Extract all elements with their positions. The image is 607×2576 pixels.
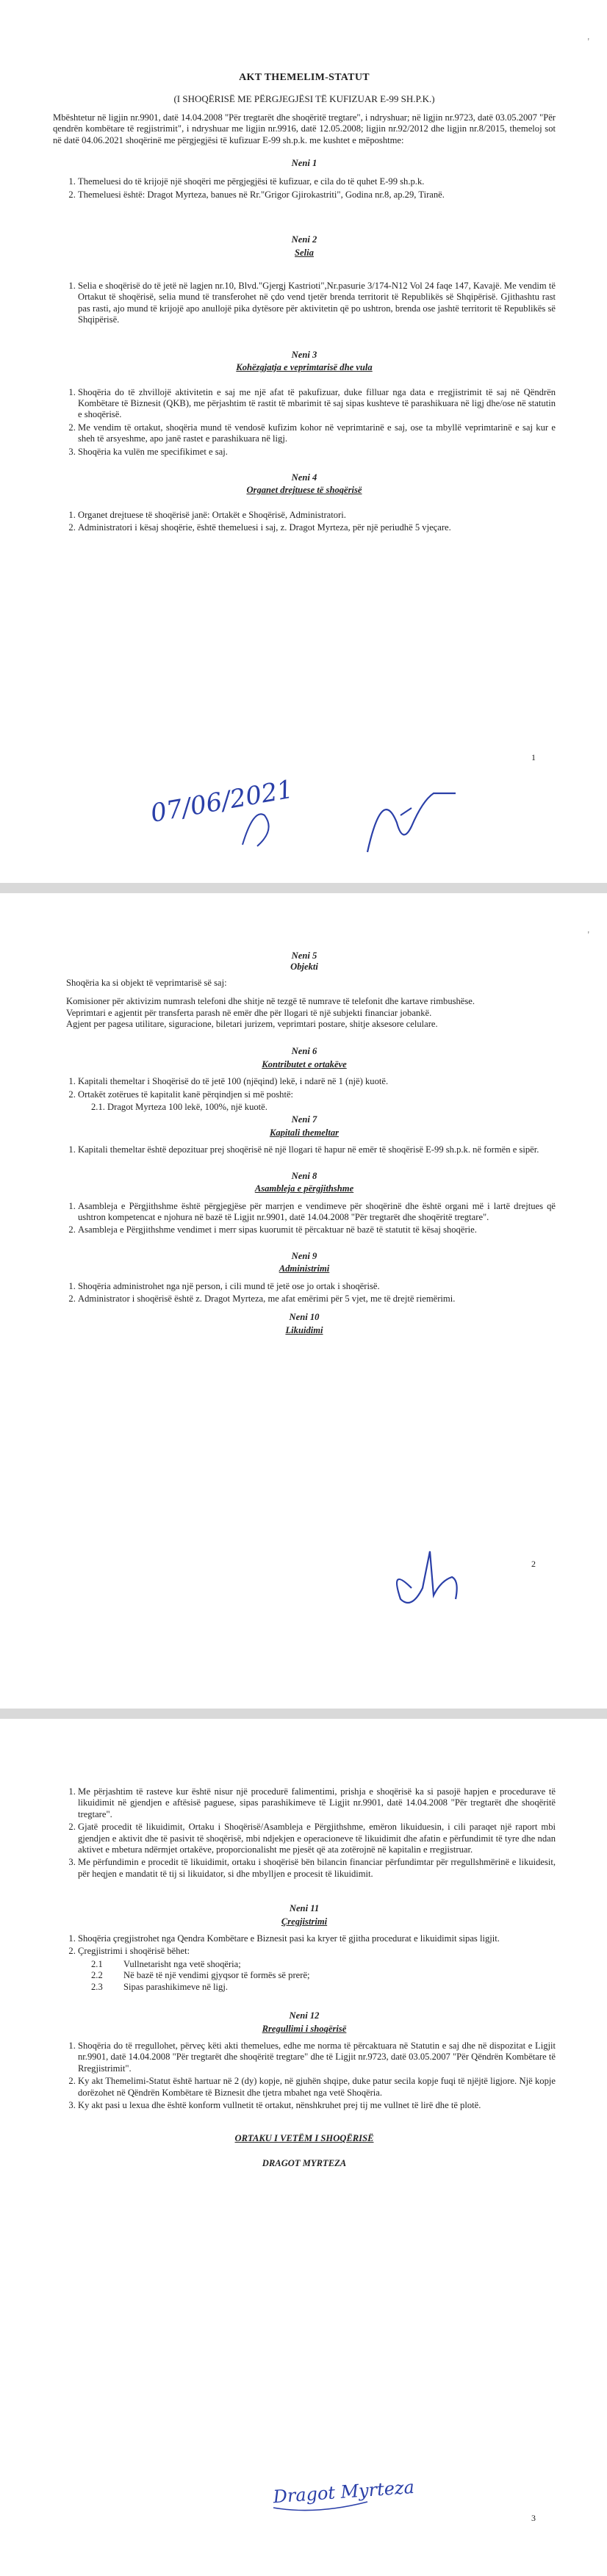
page-1 [0, 0, 607, 883]
neni-11-sublist [53, 1959, 556, 1993]
object-line: Agjent per pagesa utilitare, siguracione, biletari jurizem, veprimtari postare, shitje aksesore celulare. [66, 1019, 438, 1030]
corner-mark: ' [587, 37, 589, 48]
neni-8-heading: Neni 8 [291, 1170, 317, 1181]
neni-6-list [53, 1076, 556, 1100]
neni-6-subheading: Kontributet e ortakëve [262, 1058, 347, 1069]
list-item: 1. Shoqëria do të rregullohet, përveç këti akti themelues, edhe me norma të përcaktuara në Statutin e saj dhe në dispozitat e Ligjit nr.9901, datë 14.04.2008 "Për tregtarët dhe shoqëritë tregtare" dhe të Ligjit nr.9723, datë 03.05.2007 "Për Qëndrën Kombëtare të Rregjistrimit". [78, 2041, 556, 2074]
neni-1-heading: Neni 1 [291, 158, 317, 169]
list-item: 1. Me përjashtim të rasteve kur është nisur një procedurë falimentimi, prishja e shoqërisë ka si pasojë hapjen e procedurave të likuidimit në gjendjen e aftësisë paguese, sipas parashikimeve të Ligjit nr.9901, datë 14.04.2008 "Për tregtarët dhe shoqëritë tregtare". [78, 1786, 556, 1820]
list-item: 2. Ortakët zotërues të kapitalit kanë përqindjen si më poshtë: [78, 1089, 556, 1100]
list-item: 1. Selia e shoqërisë do të jetë në lagjen nr.10, Blvd."Gjergj Kastrioti",Nr.pasurie 3/174-N12 Vol 24 faqe 147, Kavajë. Me vendim të Ortakut të shoqërisë, selia mund të transferohet në çdo vend tjetër brenda territorit të Republikës së Shqipërisë. Gjithashtu rast pas rasti, ajo mund të krijojë apo anullojë pika dytësore për aktivitetin që po ushtron, brenda ose jashtë territorit të Republikës së Shqipërisë. [78, 281, 556, 326]
sub-list-item: 2.3 Sipas parashikimeve në ligj. [91, 1981, 228, 1992]
neni-7-list [53, 1144, 556, 1155]
neni-10-subheading: Likuidimi [285, 1324, 323, 1335]
neni-10-heading: Neni 10 [289, 1312, 320, 1323]
signature-block [53, 2133, 556, 2169]
neni-12-list [53, 2041, 556, 2111]
object-line: Veprimtari e agjentit për transferta parash në emër dhe për llogari të një subjekti financiar jobankë. [66, 1007, 432, 1018]
neni-11-subheading: Çregjistrimi [281, 1916, 328, 1927]
neni-4-heading: Neni 4 [291, 472, 317, 483]
neni-3-heading: Neni 3 [291, 349, 317, 360]
object-line: Komisioner për aktivizim numrash telefoni dhe shitje në tezgë të numrave të telefonit dhe kartave rimbushëse. [66, 996, 475, 1007]
page-3-content [53, 1786, 556, 2169]
neni-7-heading: Neni 7 [291, 1114, 317, 1125]
list-item: 2. Gjatë procedit të likuidimit, Ortaku i Shoqërisë/Asambleja e Përgjithshme, emëron likuiduesin, i cili paraqet një raport mbi gjendjen e aktivit dhe të pasivit të shoqërisë, mbi ndjekjen e operacioneve të likuidimit dhe afatin e përfundimit të tyre dhe ndan aktivet e mbetura ndërmjet ortakëve, proporcionalisht me pjesët që ata zotërojnë në kapitalin e rregjistruar. [78, 1822, 556, 1855]
neni-7-subheading: Kapitali themeltar [269, 1127, 340, 1138]
list-item: 3. Ky akt pasi u lexua dhe është konform vullnetit të ortakut, nënshkruhet prej tij me vullnet të lirë dhe të plotë. [78, 2100, 556, 2111]
page-2 [0, 893, 607, 1709]
corner-mark: ' [587, 930, 589, 941]
neni-2-heading: Neni 2 [291, 234, 317, 245]
list-item: 2. Themeluesi është: Dragot Myrteza, banues në Rr."Grigor Gjirokastriti", Godina nr.8, ap.29, Tiranë. [78, 190, 556, 201]
neni-9-heading: Neni 9 [291, 1250, 317, 1261]
page-1-content [53, 72, 556, 541]
list-item: 2. Çregjistrimi i shoqërisë bëhet: [78, 1946, 556, 1957]
neni-6-heading: Neni 6 [291, 1046, 317, 1057]
sub-list-item: 2.2 Në bazë të një vendimi gjyqsor të formës së prerë; [91, 1970, 310, 1981]
list-item: 2. Me vendim të ortakut, shoqëria mund të vendosë kufizim kohor në veprimtarinë e saj, ose ta mbyllë veprimtarinë e saj kur e sheh të arsyeshme, apo janë rastet e parashikuara në ligj. [78, 422, 556, 445]
signature-title: ORTAKU I VETËM I SHOQËRISË [234, 2133, 374, 2144]
document-subtitle: (I SHOQËRISË ME PËRGJEGJËSI TË KUFIZUAR E-99 SH.P.K.) [173, 93, 435, 105]
list-item: 2. Asambleja e Përgjithshme vendimet i merr sipas kuorumit të përcaktuar në bazë të statutit të kësaj shoqërie. [78, 1224, 556, 1235]
page-number: 3 [531, 2513, 536, 2523]
handwritten-signature: Dragot Myrteza [272, 2476, 415, 2508]
neni-11-list [53, 1933, 556, 1958]
neni-3-subheading: Kohëzgjatja e veprimtarisë dhe vula [236, 362, 373, 373]
list-item: 3. Shoqëria ka vulën me specifikimet e saj. [78, 447, 556, 458]
neni-2-subheading: Selia [295, 247, 314, 258]
neni-2-list [53, 281, 556, 326]
neni-4-subheading: Organet drejtuese të shoqërisë [246, 485, 362, 496]
sub-list-item: 2.1 Vullnetarisht nga vetë shoqëria; [91, 1958, 241, 1969]
signature-scribble [367, 793, 456, 852]
neni-5-heading: Neni 5 [291, 950, 317, 961]
neni-1-list [53, 176, 556, 201]
date-underline-stroke [243, 814, 269, 846]
list-item: 1. Asambleja e Përgjithshme është përgjegjëse për marrjen e vendimeve për shoqërinë dhe është organi më i lartë drejtues që ushtron kompetencat e njohura në bazë të Ligjit nr.9901, datë 14.04.2008 "Për tregtarët dhe shoqëritë tregtare". [78, 1201, 556, 1224]
handwritten-signature-area [0, 2469, 607, 2528]
neni-9-list [53, 1281, 556, 1305]
list-item: 1. Themeluesi do të krijojë një shoqëri me përgjegjësi të kufizuar, e cila do të quhet E-99 sh.p.k. [78, 176, 556, 187]
list-item: 1. Shoqëria administrohet nga një person, i cili mund të jetë ose jo ortak i shoqërisë. [78, 1281, 556, 1292]
neni-9-subheading: Administrimi [279, 1263, 330, 1274]
handwriting-area [0, 764, 607, 883]
list-item: 1. Shoqëria do të zhvillojë aktivitetin e saj me një afat të pakufizuar, duke filluar nga data e rregjistrimit të saj në Qëndrën Kombëtare të Biznesit (QKB), me përjashtim të rastit të mbarimit të saj sipas kushteve të parashikuara në ligj dhe/ose në statutin e shoqërisë. [78, 387, 556, 421]
page-2-content [53, 950, 556, 1342]
intro-paragraph: Mbështetur në ligjin nr.9901, datë 14.04.2008 "Për tregtarët dhe shoqëritë tregtare", i ndryshuar; në ligjin nr.9723, datë 03.05.2007 "Për qendrën kombëtare të regjistrimit", i ndryshuar me ligjin nr.9916, datë 12.05.2008; ligjin nr.92/2012 dhe ligjin nr.8/2015, themeloj sot në datë 04.06.2021 shoqërinë me përgjegjësi të kufizuar E-99 sh.p.k. me kushtet e mëposhtme: [53, 112, 556, 145]
neni-4-list [53, 510, 556, 534]
signature-scribble [397, 1551, 457, 1603]
page-3 [0, 1719, 607, 2576]
list-item: 3. Me përfundimin e procedit të likuidimit, ortaku i shoqërisë bën bilancin financiar përfundimtar për rregullshmërinë e likuidesit, për heqjen e mandatit të tij si likuidator, si dhe mbylljen e procesit të likuidimit. [78, 1857, 556, 1880]
signature-area [0, 1537, 607, 1625]
list-item: 1. Organet drejtuese të shoqërisë janë: Ortakët e Shoqërisë, Administratori. [78, 510, 556, 521]
neni-10-list [53, 1786, 556, 1880]
list-item: 1. Shoqëria çregjistrohet nga Qendra Kombëtare e Biznesit pasi ka kryer të gjitha procedurat e likuidimit sipas ligjit. [78, 1933, 556, 1944]
neni-8-subheading: Asambleja e përgjithshme [254, 1183, 354, 1194]
neni-12-heading: Neni 12 [289, 2010, 320, 2021]
neni-3-list [53, 387, 556, 458]
list-item: 2. Administrator i shoqërisë është z. Dragot Myrteza, me afat emërimi për 5 vjet, me të drejtë riemërimi. [78, 1294, 556, 1305]
handwritten-date: 07/06/2021 [148, 774, 295, 829]
list-item: 1. Kapitali themeltar është depozituar prej shoqërisë në një llogari të hapur në emër të shoqërisë E-99 sh.p.k. në formën e sipër. [78, 1144, 556, 1155]
neni-11-heading: Neni 11 [289, 1903, 320, 1914]
neni-12-subheading: Rregullimi i shoqërisë [262, 2023, 347, 2034]
list-item: 1. Kapitali themeltar i Shoqërisë do të jetë 100 (njëqind) lekë, i ndarë në 1 (një) kuotë. [78, 1076, 556, 1087]
neni-5-subheading: Objekti [290, 962, 318, 973]
signature-stroke [401, 808, 412, 815]
signature-name: DRAGOT MYRTEZA [262, 2157, 347, 2168]
page-number: 2 [531, 1559, 536, 1569]
neni-8-list [53, 1201, 556, 1236]
neni-5-intro: Shoqëria ka si objekt të veprimtarisë së saj: [66, 977, 227, 988]
neni-6-subitem: 2.1. Dragot Myrteza 100 lekë, 100%, një kuotë. [91, 1102, 267, 1113]
list-item: 2. Administratori i kësaj shoqërie, është themeluesi i saj, z. Dragot Myrteza, për një periudhë 5 vjeçare. [78, 522, 556, 533]
document-title: AKT THEMELIM-STATUT [239, 72, 370, 83]
page-number: 1 [531, 752, 536, 762]
list-item: 2. Ky akt Themelimi-Statut është hartuar në 2 (dy) kopje, në gjuhën shqipe, duke patur secila kopje fuqi të njëjtë ligjore. Një kopje dorëzohet në Qëndrën Kombëtare të Biznesit dhe tjetra mbahet nga vetë Shoqëria. [78, 2076, 556, 2099]
